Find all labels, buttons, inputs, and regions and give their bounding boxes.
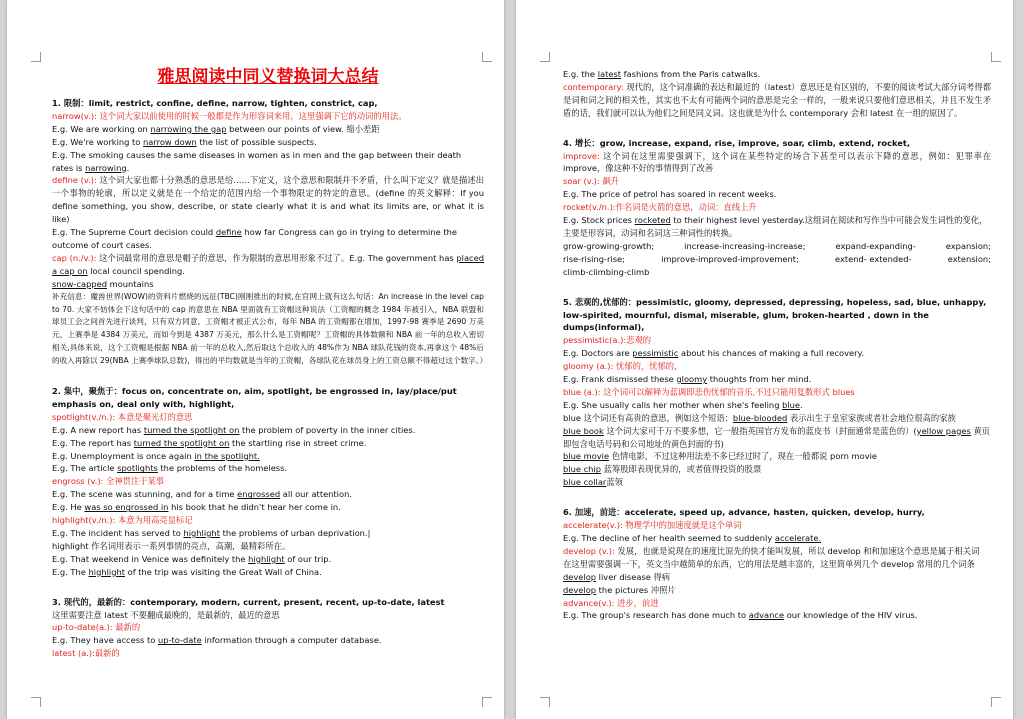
example-line: E.g. The group's research has done much to advance our knowledge of the HIV virus. <box>563 610 918 621</box>
section-heading: 5. 悲观的,忧郁的：pessimistic, gloomy, depressed, depressing, hopeless, sad, blue, unhappy, low-spirited, mournful, dismal, miserable, glum, broken-hearted , down in the dumps(informal), <box>563 296 987 333</box>
example-line: blue 这个词还有高贵的意思，例如这个短语：blue-blooded 表示出生于皇室家族或者社会地位很高的家族 <box>563 412 956 423</box>
example-line: 在这里需要强调一下，英文当中越简单的东西，它的用法是越丰富的，这里简单列几个 develop 常用的几个词条 <box>563 558 975 569</box>
example-line: E.g. The smoking causes the same diseases in women as in men and the gap between their death rates is narrowing. <box>52 149 462 173</box>
term-definition: blue (a.): 这个词可以解释为蓝调即悲伤忧郁的音乐,不过只能用复数形式 blues <box>563 386 855 397</box>
example-line: E.g. The scene was stunning, and for a time engrossed all our attention. <box>52 489 352 500</box>
corner-mark <box>540 697 550 707</box>
term-definition: engross (v.): 全神贯注于某事 <box>52 476 165 487</box>
corner-mark <box>482 52 492 62</box>
term-paragraph: develop (v.): 发展，也就是说现在的速度比原先的快才能叫发展，所以 develop 和和加速这个意思是属于相关词 <box>563 545 980 556</box>
example-line: E.g. The price of petrol has soared in recent weeks. <box>563 189 777 200</box>
corner-mark <box>482 697 492 707</box>
example-line: 这里需要注意 latest 不要翻成最晚的，是最新的，最近的意思 <box>52 609 280 620</box>
term-definition: pessimistic(a.):悲观的 <box>563 335 652 346</box>
example-line: blue book 这个词大家可千万不要多想，它一般指英国官方发布的蓝皮书（封面通常是蓝色的）(yellow pages 黄页即包含电话号码和公司地址的黄色封面的书) <box>563 425 991 449</box>
corner-mark <box>31 697 41 707</box>
corner-mark <box>991 52 1001 62</box>
example-line: E.g. The report has turned the spotlight on the startling rise in street crime. <box>52 437 367 448</box>
term-definition: advance(v.): 进步，前进 <box>563 597 659 608</box>
example-line: snow-capped mountains <box>52 278 154 289</box>
corner-mark <box>31 52 41 62</box>
spacer <box>52 579 484 587</box>
example-line: E.g. They have access to up-to-date information through a computer database. <box>52 635 382 646</box>
example-line: develop liver disease 得病 <box>563 571 671 582</box>
example-line: E.g. Doctors are pessimistic about his chances of making a full recovery. <box>563 348 864 359</box>
term-paragraph: contemporary: 现代的，这个词准确的表达和最近的（latest）意思还是有区别的，不要的阅读考试大部分词考得都是词和词之间的相关性，其实也不太有可能两个词的意思是完全一样的，一般来说只要他们意思相关，并且不发生矛盾的话，我们就可以认为他们之间是同义词。这也就是为什么 contemporary 会和 latest 在一组的原因了。 <box>563 81 992 118</box>
example-line: E.g. The decline of her health seemed to suddenly accelerate. <box>563 533 822 543</box>
page-content-right <box>563 68 991 622</box>
example-line: climb-climbing-climb <box>563 266 650 277</box>
section-heading: 4. 增长：grow, increase, expand, rise, improve, soar, climb, extend, rocket, <box>563 137 911 148</box>
example-line: E.g. The article spotlights the problems of the homeless. <box>52 463 288 474</box>
example-line: E.g. She usually calls her mother when she's feeling blue. <box>563 399 803 410</box>
spacer <box>563 120 991 128</box>
example-line: E.g. We're working to narrow down the list of possible suspects. <box>52 136 317 147</box>
word-forms-row: grow-growing-growth; increase-increasing-increase; expand-expanding- expansion; <box>563 240 991 251</box>
word-forms-row: rise-rising-rise; improve-improved-improvement; extend- extended- extension; <box>563 253 991 264</box>
example-line: E.g. Unemployment is once again in the spotlight. <box>52 450 260 461</box>
document-page-right <box>516 0 1013 719</box>
term-paragraph: improve: 这个词在这里需要强调下，这个词在某些特定的场合下甚至可以表示下降的意思，例如：犯罪率在 improve，像这种不好的事情得到了改善 <box>563 150 991 174</box>
spacer <box>52 368 484 376</box>
example-line: blue chip 蓝筹股即表现优异的，或者值得投资的股票 <box>563 464 762 475</box>
supplementary-note: 补充信息：魔兽世界(WOW)的资料片燃烧的远征(TBC)刚刚推出的时候,在官网上就有这么句话：An increase in the level cap to 70. 大家不妨体会下这句话中的 cap 的意思在 NBA 里面就有工资帽这种说法（工资帽的概念 1984 年被引入，NBA 联盟和球员工会之间首先进行谈判，只有双方同意，工资帽才被正式公布，每年 NBA 的工资帽都在增加，1997-98 赛季是 2690 万美元，上赛季是 4384 万美元，而如今到是 4387 万美元，那么什么是工资帽呢？工资帽的具体数额和 NBA 前一年的总收入密切相关,具体来说，这个工资帽是根据 NBA 前一年的总收入,然后取这个总收入的 48%作为 NBA 球队花钱的资本,再拿这个 48%后的收入再除以 29(NBA 上赛季球队总数)，得出的平均数就是当年的工资帽，各球队花在球员身上的工资总额不得超过这个数字。） <box>52 291 488 366</box>
term-definition: soar (v.): 飙升 <box>563 176 619 187</box>
example-line: E.g. The incident has served to highlight the problems of urban deprivation.| <box>52 528 371 538</box>
example-line: E.g. A new report has turned the spotlight on the problem of poverty in the inner cities. <box>52 424 416 435</box>
example-line: E.g. The Supreme Court decision could define how far Congress can go in trying to determine the outcome of court cases. <box>52 227 457 250</box>
spacer <box>563 489 991 497</box>
corner-mark <box>991 697 1001 707</box>
term-paragraph: define (v.): 这个词大家也都十分熟悉的意思是给……下定义，这个意思和限制并不矛盾，什么叫下定义？就是描述出一个事物的轮廓，所以定义就是在一个给定的范围内给一个事物限定的特定的意思。(define 的英文解释：If you define something, you show, describe, or state clearly what it is and what its limits are, or what it is like) <box>52 175 484 225</box>
term-definition: narrow(v.): 这个词大家以前使用的时候一般都是作为形容词来用，这里强调下它的动词的用法。 <box>52 110 407 121</box>
term-definition: latest (a.):最新的 <box>52 648 120 659</box>
example-line: highlight 作名词用表示一系列事情的亮点，高潮，最精彩所在。 <box>52 540 291 551</box>
example-line: E.g. Stock prices rocketed to their highest level yesterday.这组词在阅读和写作当中可能会发生词性的变化，主要是形容词，动词和名词这三种词性的转换。 <box>563 215 988 238</box>
example-line: E.g. the latest fashions from the Paris catwalks. <box>563 69 761 79</box>
section-heading: 1. 限制：limit, restrict, confine, define, narrow, tighten, constrict, cap, <box>52 98 378 108</box>
example-line: E.g. The highlight of the trip was visiting the Great Wall of China. <box>52 566 322 577</box>
document-page-left <box>7 0 504 719</box>
term-definition: spotlight(v./n.): 本意是聚光灯的意思 <box>52 411 193 422</box>
example-line: E.g. That weekend in Venice was definitely the highlight of our trip. <box>52 553 332 564</box>
term-definition: rocket(v./n.):作名词是火箭的意思，动词：直线上升 <box>563 202 757 213</box>
example-line: develop the pictures 冲照片 <box>563 584 676 595</box>
document-title: 雅思阅读中同义替换词大总结 <box>157 67 379 87</box>
term-definition: gloomy (a.): 忧郁的，忧郁的， <box>563 361 683 372</box>
example-line: E.g. We are working on narrowing the gap between our points of view. 缩小差距 <box>52 123 380 134</box>
section-heading: 6. 加速，前进：accelerate, speed up, advance, hasten, quicken, develop, hurry, <box>563 507 925 518</box>
section-heading: 2. 集中，聚焦于：focus on, concentrate on, aim, spotlight, be engrossed in, lay/place/put emphasis on, deal only with, highlight, <box>52 386 457 409</box>
example-line: blue collar蓝领 <box>563 477 623 488</box>
term-definition: highlight(v./n.): 本意为用高亮显标记 <box>52 515 193 526</box>
example-line: blue movie 色情电影，不过这种用法差不多已经过时了，现在一般都说 porn movie <box>563 451 878 462</box>
page-content-left <box>52 66 488 660</box>
example-line: E.g. He was so engrossed in his book that he didn't hear her come in. <box>52 502 341 513</box>
term-definition: up-to-date(a.): 最新的 <box>52 622 141 633</box>
term-definition: accelerate(v.): 物理学中的加速度就是这个单词 <box>563 520 742 531</box>
term-paragraph: cap (n./v.): 这个词最常用的意思是帽子的意思，作为限制的意思用形象不过了。E.g. The government has placed a cap on local council spending. <box>52 252 484 276</box>
example-line: E.g. Frank dismissed these gloomy thoughts from her mind. <box>563 374 812 385</box>
corner-mark <box>540 52 550 62</box>
section-heading: 3. 现代的，最新的：contemporary, modern, current, present, recent, up-to-date, latest <box>52 596 445 607</box>
spacer <box>563 279 991 287</box>
